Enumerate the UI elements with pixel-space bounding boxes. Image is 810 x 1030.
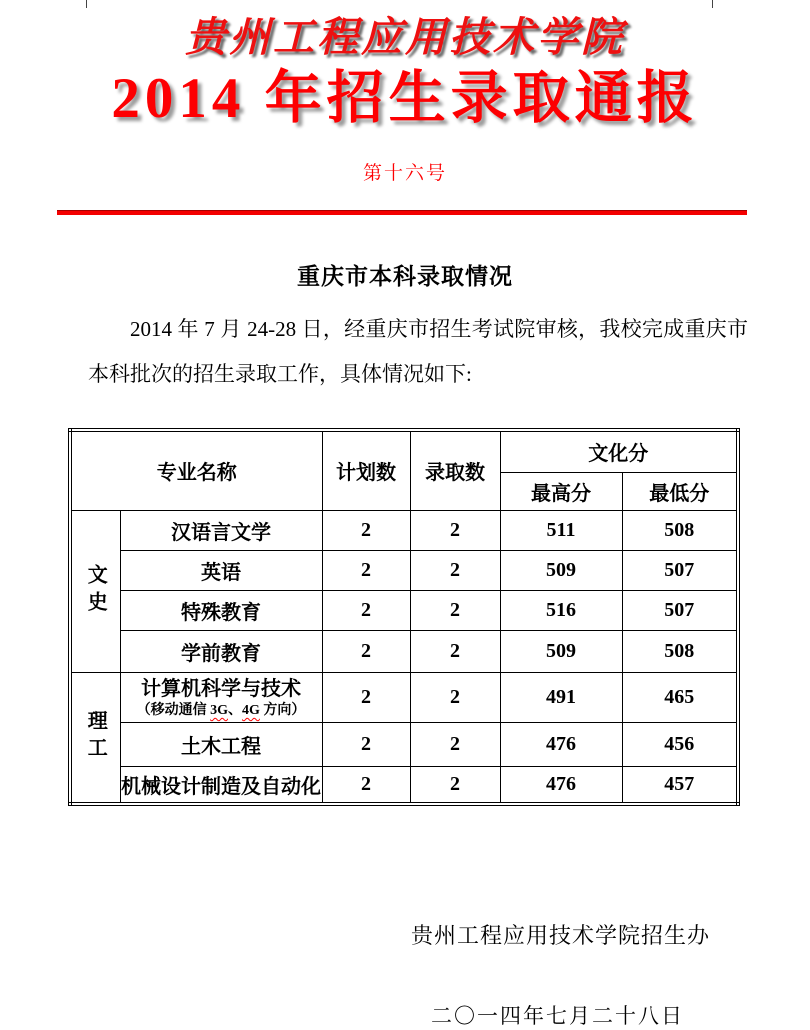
- spellcheck-underline-4g: 4G: [242, 702, 260, 718]
- document-date: 二〇一四年七月二十八日: [431, 1004, 684, 1029]
- table-row: [70, 550, 738, 590]
- plan-count-value: 2: [322, 510, 410, 550]
- lowest-score-value: 508: [622, 510, 738, 550]
- major-name-main: 计算机科学与技术: [141, 677, 301, 700]
- col-header-admit-count: 录取数: [410, 430, 500, 510]
- major-name: [120, 672, 322, 722]
- note-text: 方向）: [259, 702, 306, 718]
- major-name: 特殊教育: [120, 590, 322, 630]
- plan-count-value: 2: [322, 590, 410, 630]
- plan-count-value: 2: [322, 766, 410, 804]
- margin-crop-mark-right: [712, 0, 713, 8]
- header-divider-rule: [57, 210, 747, 215]
- highest-score-value: 511: [500, 510, 622, 550]
- col-header-lowest-score: 最低分: [622, 472, 738, 510]
- note-text: （移动通信: [136, 702, 211, 718]
- highest-score-value: 476: [500, 722, 622, 766]
- lowest-score-value: 465: [622, 672, 738, 722]
- highest-score-value: 491: [500, 672, 622, 722]
- admission-results-table: [68, 428, 740, 806]
- lowest-score-value: 508: [622, 630, 738, 672]
- col-header-plan-count: 计划数: [322, 430, 410, 510]
- table-row: [70, 630, 738, 672]
- admit-count-value: 2: [410, 630, 500, 672]
- section-title: 重庆市本科录取情况: [297, 264, 513, 290]
- admit-count-value: 2: [410, 510, 500, 550]
- table-row: [70, 590, 738, 630]
- col-header-highest-score: 最高分: [500, 472, 622, 510]
- admit-count-value: 2: [410, 590, 500, 630]
- plan-count-value: 2: [322, 550, 410, 590]
- table-row: [70, 510, 738, 550]
- margin-crop-mark-left: [86, 0, 87, 8]
- col-header-culture-score: 文化分: [500, 430, 738, 472]
- plan-count-value: 2: [322, 630, 410, 672]
- note-text: 、: [228, 702, 242, 718]
- table-row: [70, 672, 738, 722]
- table-row: [70, 766, 738, 804]
- intro-paragraph: 2014 年 7 月 24-28 日，经重庆市招生考试院审核，我校完成重庆市本科批次的招生录取工作，具体情况如下:: [88, 317, 748, 387]
- highest-score-value: 509: [500, 550, 622, 590]
- admit-count-value: 2: [410, 766, 500, 804]
- major-name: 机械设计制造及自动化: [120, 766, 322, 804]
- plan-count-value: 2: [322, 672, 410, 722]
- major-name-note: [121, 702, 322, 720]
- major-name: 汉语言文学: [120, 510, 322, 550]
- category-cell-liberal-arts: 文史: [70, 510, 120, 672]
- signature-office: 贵州工程应用技术学院招生办: [410, 923, 710, 949]
- major-name: 学前教育: [120, 630, 322, 672]
- col-header-major: 专业名称: [70, 430, 322, 510]
- admit-count-value: 2: [410, 722, 500, 766]
- admit-count-value: 2: [410, 550, 500, 590]
- table-row: [70, 722, 738, 766]
- plan-count-value: 2: [322, 722, 410, 766]
- highest-score-value: 509: [500, 630, 622, 672]
- issue-number: 第十六号: [362, 163, 447, 185]
- spellcheck-underline-3g: 3G: [210, 702, 228, 718]
- lowest-score-value: 457: [622, 766, 738, 804]
- lowest-score-value: 456: [622, 722, 738, 766]
- major-name: 土木工程: [120, 722, 322, 766]
- document-title: 2014 年招生录取通报: [111, 67, 699, 131]
- highest-score-value: 476: [500, 766, 622, 804]
- lowest-score-value: 507: [622, 550, 738, 590]
- school-name-calligraphy: 贵州工程应用技术学院: [185, 14, 625, 60]
- category-cell-science: 理工: [70, 672, 120, 804]
- highest-score-value: 516: [500, 590, 622, 630]
- lowest-score-value: 507: [622, 590, 738, 630]
- major-name: 英语: [120, 550, 322, 590]
- admit-count-value: 2: [410, 672, 500, 722]
